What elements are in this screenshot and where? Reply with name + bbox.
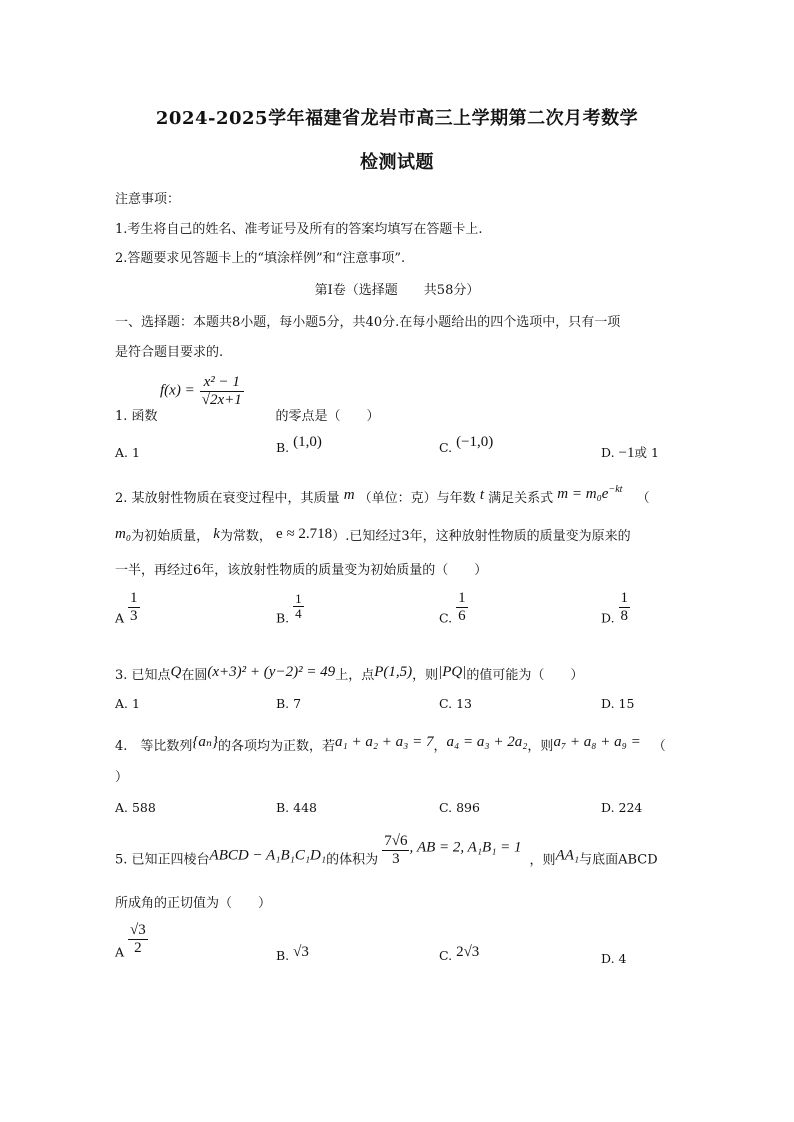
q5-vol-den: 3 xyxy=(382,850,409,868)
q1-option-d xyxy=(601,443,659,462)
q5-option-b-value: √3 xyxy=(293,944,309,960)
q2-c-den: 6 xyxy=(458,607,466,624)
q2-var-k: k xyxy=(213,526,220,542)
q2-option-c-label: C. xyxy=(439,610,453,626)
q2-var-t: t xyxy=(479,487,484,503)
q1-den-expr: 2x+1 xyxy=(210,391,242,408)
q1-option-b-label: B. xyxy=(276,440,290,455)
q3-var-q: Q xyxy=(170,664,182,680)
q3-option-b: B. 7 xyxy=(276,696,302,711)
q4-text-c: ，则 xyxy=(527,739,554,754)
q2-d-num: 1 xyxy=(620,590,629,606)
q4-comma: ， xyxy=(433,739,447,754)
q5-text-a: 5. 已知正四棱台 xyxy=(115,852,210,868)
q5-cond: , AB = 2, A₁B₁ = 1 xyxy=(409,839,522,856)
q2-option-b xyxy=(276,592,304,625)
sqrt-icon: √ xyxy=(201,391,211,408)
section-intro-line1: 一、选择题：本题共8小题，每小题5分，共40分.在每小题给出的四个选项中，只有一项 xyxy=(115,315,621,330)
q3-option-a: A. 1 xyxy=(115,696,140,711)
q5-a-num: √3 xyxy=(130,922,146,938)
q2-paren: （ xyxy=(636,491,650,506)
section-intro-line2: 是符合题目要求的. xyxy=(115,345,224,360)
q4-option-a: A. 588 xyxy=(115,800,156,815)
q5-aa1: AA₁ xyxy=(555,847,580,864)
q2-e-approx: e ≈ 2.718 xyxy=(276,526,333,542)
q3-text-b: 在圆 xyxy=(181,668,208,683)
q2-line2 xyxy=(115,525,631,545)
q5-text-b: 的体积为 xyxy=(326,852,379,868)
q4-target: a₇ + a₈ + a₉ = xyxy=(553,734,641,750)
volume-title: 第Ⅰ卷（选择题 共58分） xyxy=(314,283,480,298)
q2-option-a-frac xyxy=(128,590,140,624)
q1-option-c xyxy=(439,434,494,457)
q1-option-b-value: (1,0) xyxy=(293,434,322,450)
q2-option-d-label: D. xyxy=(601,610,615,626)
q5-option-a xyxy=(115,922,148,960)
q2-b-den: 4 xyxy=(295,606,302,622)
notice-heading: 注意事项： xyxy=(115,192,181,207)
q4-text-b: 的各项均为正数，若 xyxy=(217,739,335,754)
q5-option-b xyxy=(276,944,309,965)
q2-a-num: 1 xyxy=(130,590,138,606)
q2-var-m: m xyxy=(343,487,355,503)
q5-vol-num: 7√6 xyxy=(384,833,408,849)
q4-option-d: D. 224 xyxy=(601,800,643,815)
q5-option-c xyxy=(439,944,480,965)
notice-item-2: 2.答题要求见答题卡上的“填涂样例”和“注意事项”. xyxy=(115,251,406,266)
q5-option-c-label: C. xyxy=(439,948,453,963)
q2-option-b-label: B. xyxy=(276,610,290,626)
q5-option-a-label: A xyxy=(115,944,125,960)
q2-option-c xyxy=(439,590,468,626)
q2-option-a-label: A xyxy=(115,610,125,626)
q4-option-c: C. 896 xyxy=(439,800,480,815)
notice-item-1: 1.考生将自己的姓名、准考证号及所有的答案均填写在答题卡上. xyxy=(115,222,483,237)
q5-text-d: 与底面ABCD xyxy=(579,852,658,868)
q5-stem-line1 xyxy=(115,833,658,868)
q2-formula-exp: −kt xyxy=(608,484,623,495)
q1-prefix: 1. 函数 xyxy=(115,409,158,424)
q4-stem xyxy=(115,735,666,755)
q1-option-c-value: (−1,0) xyxy=(456,434,494,450)
q5-option-a-frac xyxy=(128,922,148,956)
q1-option-d-label: D. xyxy=(601,445,615,460)
q2-option-d-frac xyxy=(619,590,631,624)
q3-abs-pq: |PQ| xyxy=(438,664,467,680)
q4-sequence: {aₙ} xyxy=(192,734,218,750)
q4-cond1: a₁ + a₂ + a₃ = 7 xyxy=(335,734,434,750)
q2-text-a: 2. 某放射性物质在衰变过程中，其质量 xyxy=(115,491,340,506)
q2-var-m0: m₀ xyxy=(115,526,132,542)
q5-volume-frac xyxy=(382,833,409,867)
q5-option-d: D. 4 xyxy=(601,951,627,966)
q2-option-a xyxy=(115,590,140,626)
q3-option-d: D. 15 xyxy=(601,696,635,711)
q2-option-c-frac xyxy=(456,590,468,624)
q4-option-b: B. 448 xyxy=(276,800,317,815)
q2-formula-base: m = m₀e xyxy=(557,486,609,502)
q3-circle-eq: (x+3)² + (y−2)² = 49 xyxy=(207,664,336,680)
q4-paren-close: ） xyxy=(115,770,129,785)
q1-option-d-value: −1 xyxy=(618,445,635,461)
exam-title: 2024-2025学年福建省龙岩市高三上学期第二次月考数学 xyxy=(155,108,639,129)
q3-text-c: 上，点 xyxy=(335,668,375,683)
q5-solid: ABCD − A₁B₁C₁D₁ xyxy=(209,847,327,864)
q3-text-e: 的值可能为（ ） xyxy=(466,668,584,683)
q1-option-c-label: C. xyxy=(439,440,453,455)
q1-option-b xyxy=(276,434,322,457)
q2-c-num: 1 xyxy=(458,590,466,606)
q1-stem xyxy=(115,405,380,424)
q2-text-f: ）.已知经过3年，这种放射性物质的质量变为原来的 xyxy=(332,529,631,544)
q2-formula xyxy=(557,486,622,502)
q2-text-b: （单位：克）与年数 xyxy=(358,491,476,506)
q2-line1 xyxy=(115,484,650,507)
q5-a-den: 2 xyxy=(128,939,148,957)
q2-option-b-frac xyxy=(293,592,304,622)
q5-option-b-label: B. xyxy=(276,948,290,963)
q2-line3: 一半，再经过6年，该放射性物质的质量变为初始质量的（ ） xyxy=(115,563,488,578)
q3-text-d: ，则 xyxy=(412,668,439,683)
q5-stem-line2: 所成角的正切值为（ ） xyxy=(115,896,272,911)
q1-fraction xyxy=(200,374,244,408)
q2-a-den: 3 xyxy=(130,607,138,624)
q2-option-d xyxy=(601,590,630,626)
q2-text-c: 满足关系式 xyxy=(488,491,554,506)
q3-option-c: C. 13 xyxy=(439,696,472,711)
q5-text-c: ，则 xyxy=(529,852,556,868)
q4-text-a: 4. 等比数列 xyxy=(115,739,193,754)
q1-option-d-tail: 或 1 xyxy=(634,445,659,460)
q1-f-lhs: f(x) = xyxy=(160,382,195,399)
q2-b-num: 1 xyxy=(295,591,302,606)
q4-cond2: a₄ = a₃ + 2a₂ xyxy=(446,734,528,750)
q1-option-a: A. 1 xyxy=(115,445,140,460)
q3-text-a: 3. 已知点 xyxy=(115,668,171,683)
q2-text-d: 为初始质量， xyxy=(131,529,210,544)
q3-stem xyxy=(115,664,583,684)
q4-paren-open: （ xyxy=(652,739,666,754)
q2-d-den: 8 xyxy=(620,607,629,624)
q2-text-e: 为常数， xyxy=(219,529,272,544)
q5-option-c-value: 2√3 xyxy=(456,944,480,960)
q1-numerator: x² − 1 xyxy=(203,374,240,390)
exam-subtitle: 检测试题 xyxy=(360,152,434,173)
q1-suffix: 的零点是（ ） xyxy=(275,409,380,424)
q3-point-p: P(1,5) xyxy=(374,664,413,680)
